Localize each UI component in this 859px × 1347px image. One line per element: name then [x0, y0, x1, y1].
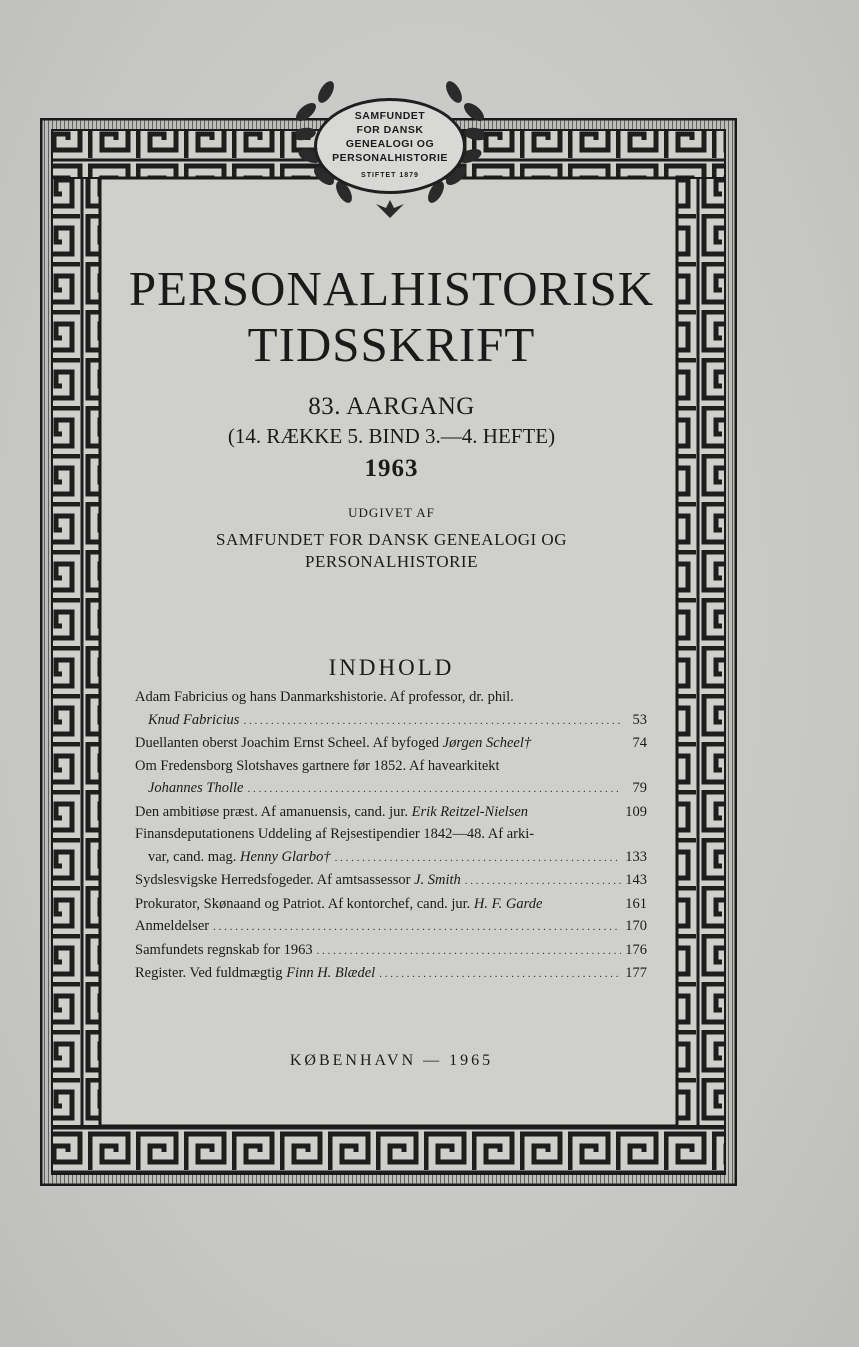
toc-page-number: 53: [632, 711, 647, 728]
toc-row: [135, 732, 647, 755]
journal-title-line1: PERSONALHISTORISK: [128, 261, 655, 316]
toc-row: [135, 777, 647, 801]
toc-row: [135, 962, 647, 986]
emblem-line1: SAMFUNDET: [354, 110, 426, 122]
toc-row: [135, 846, 647, 870]
toc-page-number: 177: [625, 965, 647, 981]
toc-entry-text: var, cand. mag.: [148, 848, 241, 865]
toc-entry-text: Prokurator, Skønaand og Patriot. Af kontorchef, cand. jur.: [135, 895, 474, 912]
toc-entry-author: Erik Reitzel-Nielsen: [411, 803, 529, 820]
toc-entry-author: Finn H. Blædel: [286, 965, 376, 981]
toc-entry-author: Knud Fabricius: [148, 711, 240, 728]
emblem-founded: STIFTET 1879: [361, 172, 419, 179]
journal-title-line2: TIDSSKRIFT: [247, 317, 536, 372]
volume-aargang: 83. AARGANG: [308, 393, 475, 420]
toc-leader-dots: [243, 709, 621, 733]
toc-entry-author: Johannes Tholle: [148, 780, 244, 796]
toc-leader-dots: [335, 846, 621, 870]
toc-entry-author: Henny Glarbo†: [240, 848, 331, 865]
volume-series: (14. RÆKKE 5. BIND 3.—4. HEFTE): [227, 424, 556, 448]
toc-page-number: 74: [632, 735, 647, 751]
toc-row: [135, 686, 647, 709]
toc-page-number: 133: [625, 848, 647, 865]
table-of-contents: [135, 686, 647, 986]
contents-heading: INDHOLD: [328, 655, 455, 680]
toc-row: [135, 869, 647, 893]
toc-leader-dots: [465, 869, 621, 893]
toc-entry-text: Den ambitiøse præst. Af amanuensis, cand. jur.: [135, 803, 412, 820]
toc-row: [135, 893, 647, 916]
toc-entry-author: Jørgen Scheel†: [442, 735, 532, 751]
emblem-line3: GENEALOGI OG: [345, 138, 435, 150]
toc-entry-text: Sydslesvigske Herredsfogeder. Af amtsassessor: [135, 872, 415, 888]
toc-entry-author: H. F. Garde: [473, 895, 543, 912]
toc-entry-text: Register. Ved fuldmægtig: [135, 965, 287, 981]
published-by-label: UDGIVET AF: [348, 505, 435, 520]
volume-year: 1963: [364, 455, 419, 482]
toc-row: [135, 915, 647, 939]
emblem-oval: [314, 98, 466, 194]
publisher-line1: SAMFUNDET FOR DANSK GENEALOGI OG: [216, 530, 567, 549]
toc-row: [135, 939, 647, 963]
toc-entry-text: Finansdeputationens Uddeling af Rejsestipendier 1842—48. Af arki-: [135, 826, 535, 842]
toc-row: [135, 823, 647, 846]
toc-entry-text: Om Fredensborg Slotshaves gartnere før 1852. Af havearkitekt: [135, 757, 500, 774]
society-emblem: [296, 72, 484, 222]
toc-entry-text: Duellanten oberst Joachim Ernst Scheel. Af byfoged: [135, 735, 443, 751]
toc-page-number: 161: [625, 895, 647, 912]
toc-entry-text: Anmeldelser: [135, 918, 210, 934]
toc-row: [135, 755, 647, 778]
emblem-line2: FOR DANSK: [356, 124, 424, 136]
toc-page-number: 170: [625, 918, 647, 934]
toc-entry-author: J. Smith: [414, 872, 461, 888]
toc-leader-dots: [213, 915, 621, 939]
toc-entry-text: Adam Fabricius og hans Danmarkshistorie. Af professor, dr. phil.: [135, 689, 514, 705]
emblem-line4: PERSONALHISTORIE: [332, 152, 448, 164]
toc-leader-dots: [317, 939, 621, 963]
imprint-footer: KØBENHAVN — 1965: [289, 1052, 494, 1069]
toc-page-number: 79: [632, 780, 647, 796]
publisher-line2: PERSONALHISTORIE: [305, 552, 478, 571]
toc-row: [135, 801, 647, 824]
toc-page-number: 143: [625, 872, 647, 888]
toc-leader-dots: [247, 777, 621, 801]
toc-page-number: 109: [625, 803, 647, 820]
toc-row: [135, 709, 647, 733]
toc-entry-text: Samfundets regnskab for 1963: [135, 941, 313, 958]
toc-page-number: 176: [625, 941, 647, 958]
toc-leader-dots: [379, 962, 621, 986]
